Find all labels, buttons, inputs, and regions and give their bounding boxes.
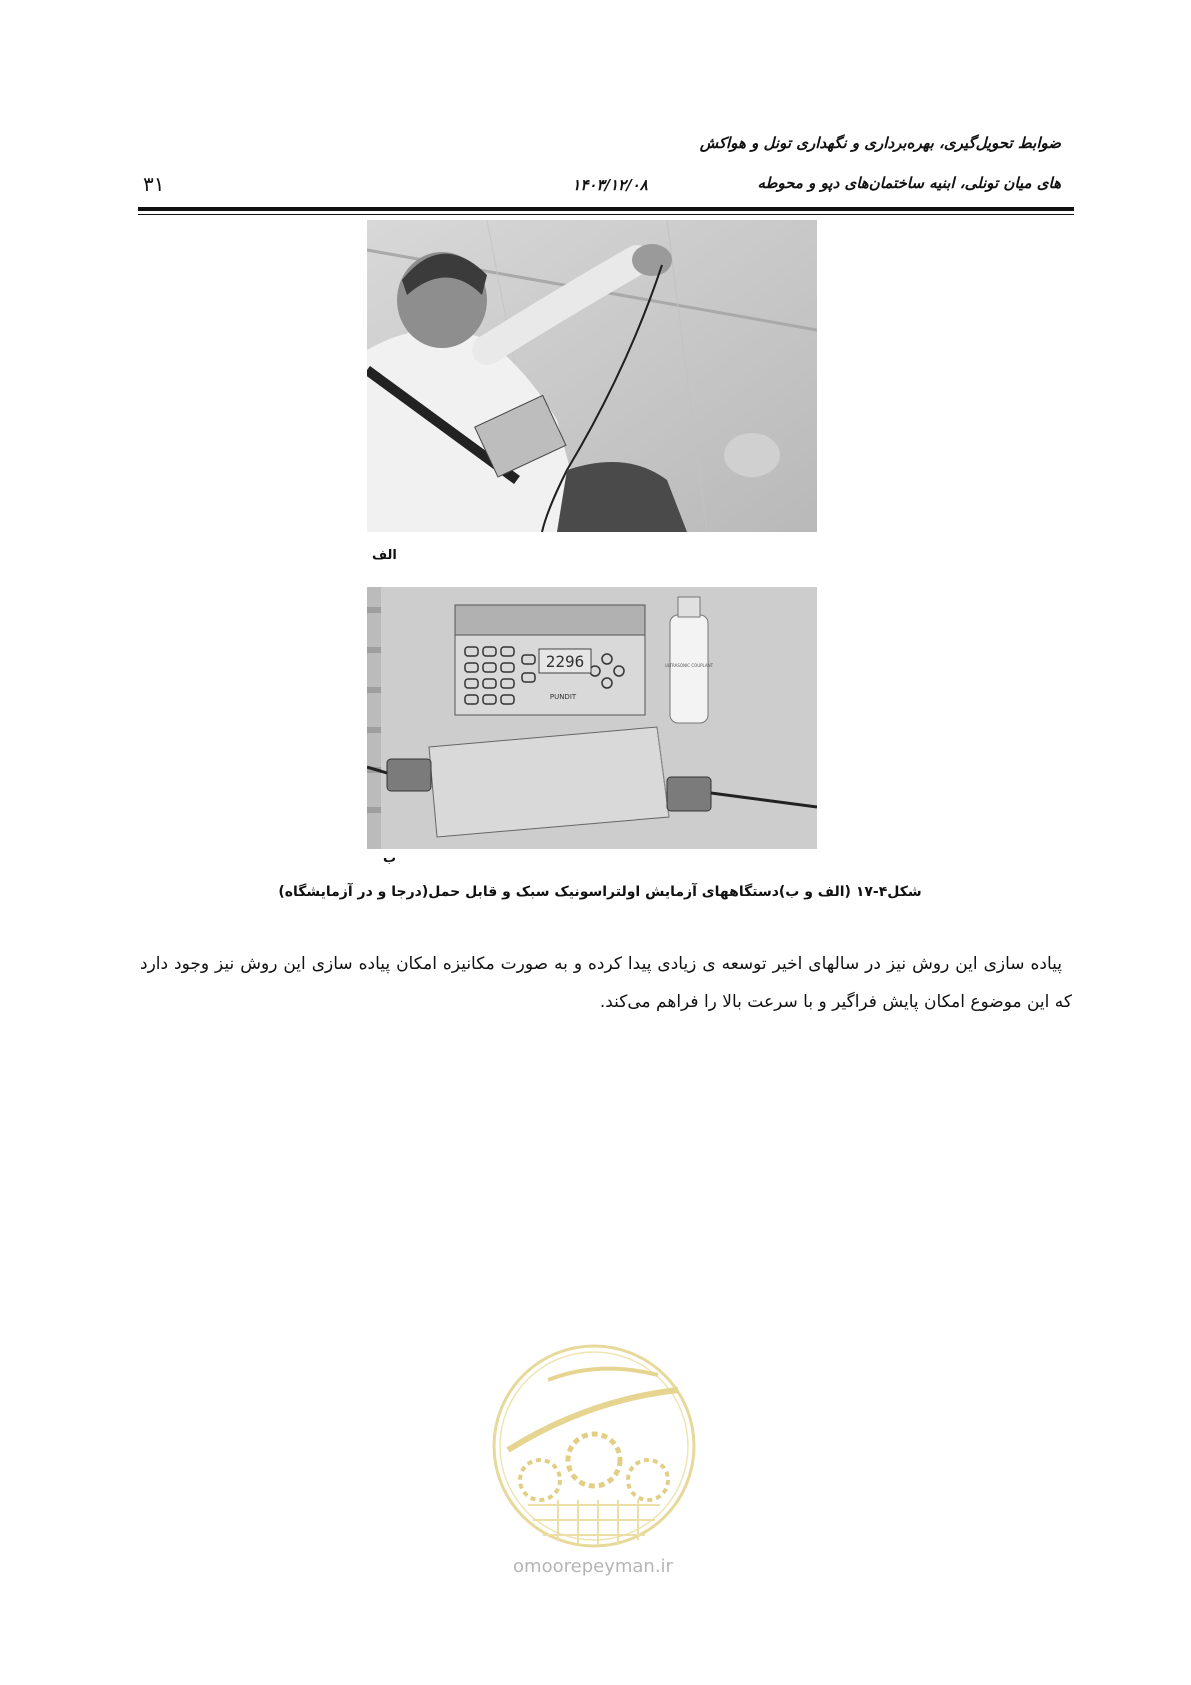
- meter-brand-text: PUNDIT: [549, 693, 577, 701]
- header-rule-thin: [138, 214, 1074, 215]
- header-title-line1: ضوابط تحویل‌گیری، بهره‌برداری و نگهداری تونل و هواکش: [699, 134, 1061, 152]
- header-rule-thick: [138, 207, 1074, 211]
- figure-label-a: الف: [372, 548, 397, 563]
- bottle-label-text: ULTRASONIC COUPLANT: [664, 663, 714, 668]
- page-number: ۳۱: [143, 172, 165, 196]
- figure-label-b: ب: [383, 851, 397, 866]
- figure-caption: شکل۴-۱۷ (الف و ب)دستگاههای آزمایش اولتراسونیک سبک و قابل حمل(درجا و در آزمایشگاه): [278, 884, 922, 900]
- watermark-url: omoorepeyman.ir: [513, 1556, 673, 1577]
- header-title-line2: های میان تونلی، ابنیه ساختمان‌های دپو و محوطه: [757, 174, 1061, 192]
- header-date: ۱۴۰۳/۱۲/۰۸: [572, 176, 648, 194]
- body-paragraph: پیاده سازی این روش نیز در سالهای اخیر توسعه ی زیادی پیدا کرده و به صورت مکانیزه امکان پیاده سازی این روش نیز وجود دارد که این موضوع امکان پایش فراگیر و با سرعت بالا را فراهم می‌کند.: [140, 954, 1072, 1012]
- watermark-logo: [488, 1340, 700, 1552]
- meter-display-value: 2296: [545, 652, 585, 671]
- figure-photo-lab-test: [367, 587, 817, 849]
- figure-photo-field-test: [367, 220, 817, 532]
